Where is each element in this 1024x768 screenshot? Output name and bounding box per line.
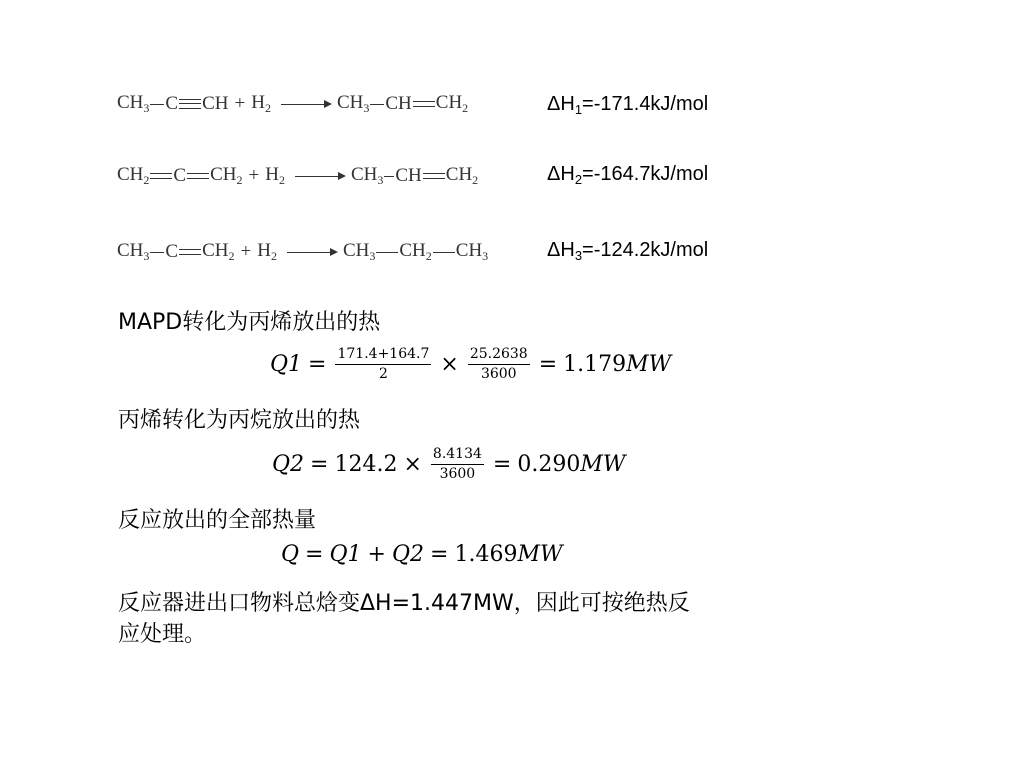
q2-equation: Q2 = 124.2 × $\frac{8.4134}{3600}$ = 0.290 MW (272, 446, 626, 482)
reaction-arrow-icon (287, 252, 331, 253)
reaction-2-enthalpy: $\Delta H_2=-164.7kJ$/mol (547, 163, 709, 187)
conclusion-line-2: 应处理。 (118, 622, 207, 647)
reaction-1-enthalpy: $\Delta H_1=-171.4kJ$/mol (547, 93, 709, 117)
q2-fraction: $\frac{8.4134}{3600}$ (432, 446, 482, 482)
conclusion-line-1: 反应器进出口物料总焓变ΔH=1.447MW，因此可按绝热反 (118, 591, 690, 616)
reaction-3-enthalpy: $\Delta H_3=-124.2kJ$/mol (547, 239, 709, 263)
reaction-1-equation: $CH_3$ C CH + $H_2$ $CH_3$ CH $CH_2$ (117, 92, 469, 115)
q1-fraction-2: $\frac{25.2638}{3600}$ (469, 346, 528, 382)
reaction-2-equation: $CH_2$ C $CH_2$ + $H_2$ $CH_3$ CH $CH_2$ (117, 164, 479, 187)
reaction-3-equation: $CH_3$ C $CH_2$ + $H_2$ $CH_3$ $CH_2$ $CH_3$ (117, 240, 489, 263)
q-total-equation: Q = Q1 + Q2 = 1.469 MW (281, 542, 563, 567)
q1-equation: Q1 = $\frac{171.4+164.7}{2}$ × $\frac{25.2638}{3600}$ = 1.179 MW (270, 346, 672, 382)
reaction-arrow-icon (295, 176, 339, 177)
mapd-heat-label: MAPD转化为丙烯放出的热 (118, 310, 381, 335)
total-heat-label: 反应放出的全部热量 (118, 508, 317, 533)
q1-fraction-1: $\frac{171.4+164.7}{2}$ (337, 346, 430, 382)
reaction-arrow-icon (281, 104, 325, 105)
propylene-heat-label: 丙烯转化为丙烷放出的热 (118, 408, 361, 433)
